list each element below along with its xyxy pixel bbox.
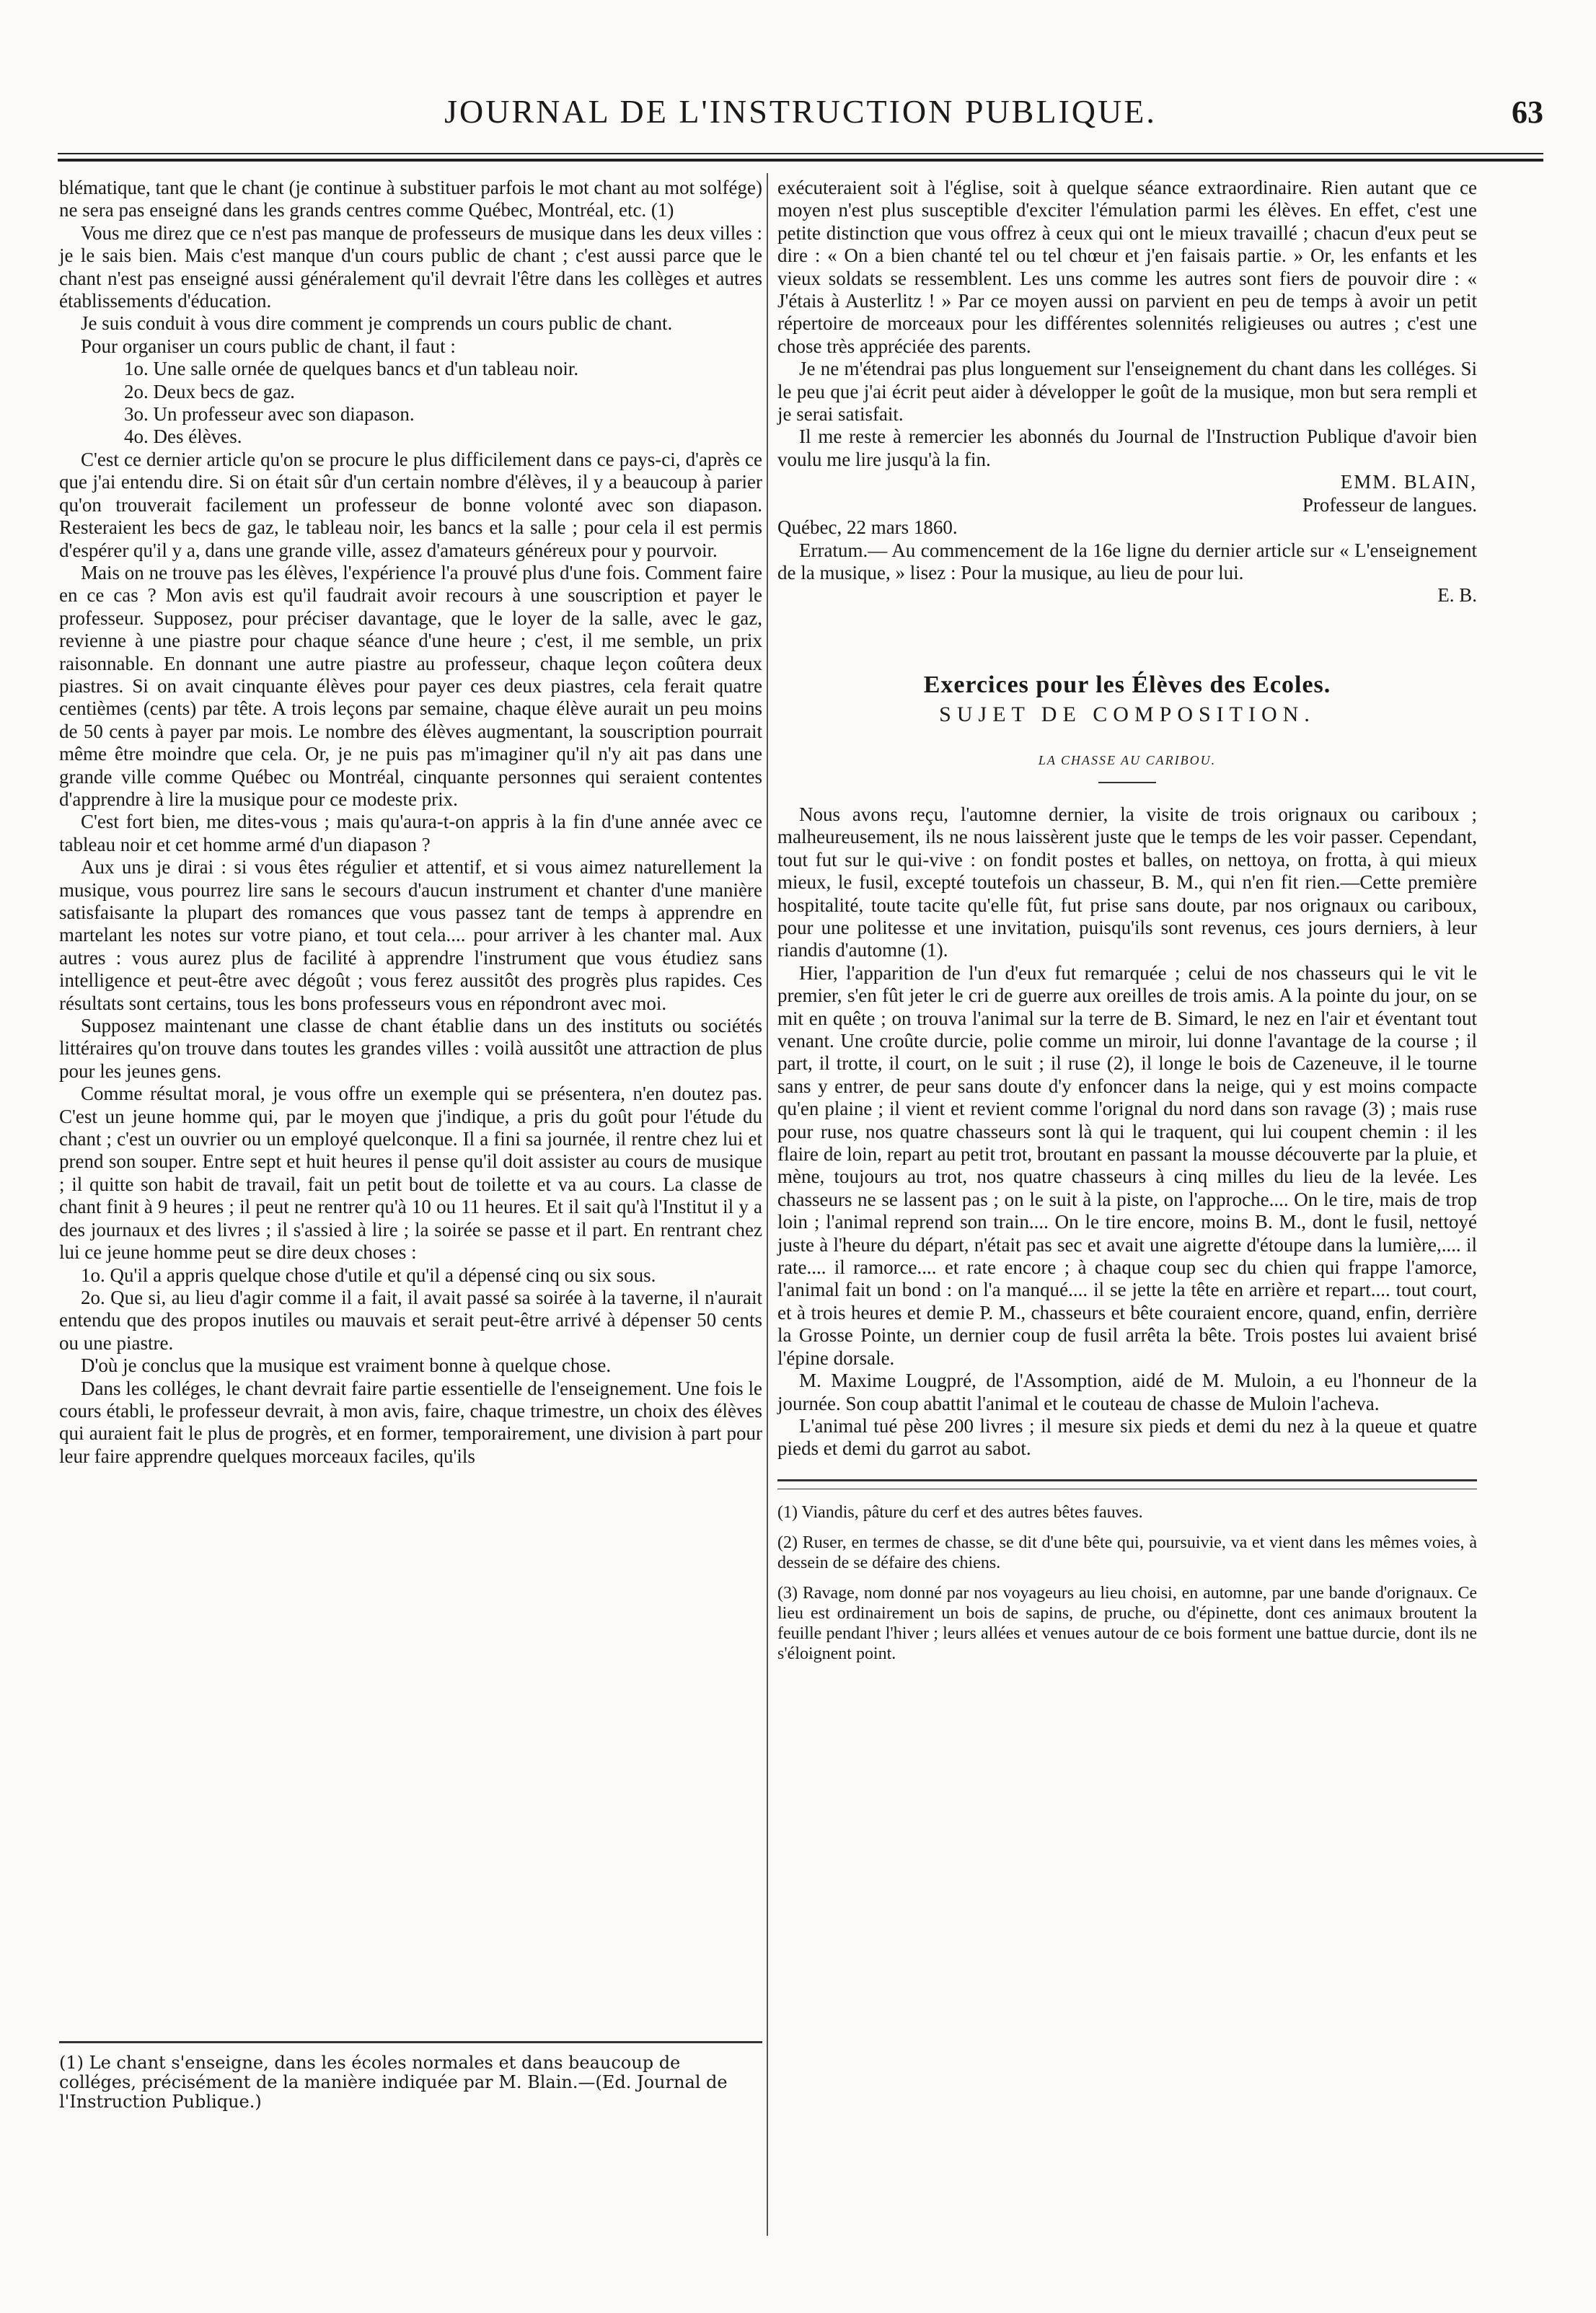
list-item: 4o. Des élèves. [124, 426, 242, 448]
paragraph: Nous avons reçu, l'automne dernier, la visite de trois orignaux ou cariboux ; malheureusement, ils ne nous laissèrent juste que le temps de les voir passer. Cependant, tout fut sur le qui-vive : on fondit postes et balles, on nettoya, on frotta, à qui mieux mieux, le fusil, excepté toutefois un chasseur, B. M., qui n'en fit rien.—Cette première hospitalité, toute tacite qu'elle fût, fut prise sans doute, par nos orignaux ou cariboux, pour une politesse et une invitation, puisqu'ils sont revenus, ces jours derniers, à leur riandis d'automne (1). [777, 803, 1477, 961]
page-number: 63 [1512, 94, 1543, 130]
paragraph: Aux uns je dirai : si vous êtes régulier et attentif, et si vous aimez naturellement la musique, vous pourrez lire sans le secours d'aucun instrument et chanter d'une manière satisfaisante la plupart des romances que vous passez tant de temps à apprendre en martelant les notes sur votre piano, et tout cela.... pour arriver à les chanter mal. Aux autres : vous aurez plus de facilité à apprendre l'instrument que vous étudiez sans intelligence et peut-être avec dégoût ; vous ferez aussitôt des progrès plus rapides. Ces résultats sont certains, tous les bons professeurs vous en répondront avec moi. [59, 856, 762, 1014]
header-rule-thick [58, 159, 1543, 162]
paragraph: Dans les colléges, le chant devrait faire partie essentielle de l'enseignement. Une fois le cours établi, le professeur devrait, à mon avis, faire, chaque trimestre, un choix des élèves qui auraient fait le plus de progrès, et en former, temporairement, une division à part pour leur faire apprendre quelques morceaux faciles, qu'ils [59, 1377, 762, 1467]
paragraph: Vous me direz que ce n'est pas manque de professeurs de musique dans les deux villes : je le sais bien. Mais c'est manque d'un cours public de chant ; c'est aussi parce que le chant n'est pas enseigné aussi généralement qu'il devrait l'être dans les collèges et autres établissements d'éducation. [59, 221, 762, 312]
paragraph: Pour organiser un cours public de chant, il faut : [81, 335, 456, 357]
footnote: (1) Le chant s'enseigne, dans les écoles normales et dans beaucoup de colléges, précisément de la manière indiquée par M. Blain.—(Ed. Journal de l'Instruction Publique.) [59, 2053, 728, 2112]
paragraph: Il me reste à remercier les abonnés du Journal de l'Instruction Publique d'avoir bien voulu me lire jusqu'à la fin. [777, 426, 1477, 470]
column-divider [767, 173, 768, 2236]
footnote: (3) Ravage, nom donné par nos voyageurs au lieu choisi, en automne, par une bande d'orignaux. Ce lieu est ordinairement un bois de sapins, de pruche, ou d'épinette, dont ces animaux broutent la feuille pendant l'hiver ; leurs allées et venues autour de ce bois forment une battue durcie, dont ils ne s'éloignent point. [777, 1583, 1477, 1663]
left-footnote-area [59, 2041, 762, 2112]
running-title: JOURNAL DE L'INSTRUCTION PUBLIQUE. [444, 93, 1157, 130]
section-subtitle: SUJET DE COMPOSITION. [939, 702, 1315, 727]
paragraph: Hier, l'apparition de l'un d'eux fut remarquée ; celui de nos chasseurs qui le vit le premier, s'en fût jeter le cri de guerre aux oreilles de trois amis. A la pointe du jour, on se mit en quête ; on trouva l'animal sur la terre de B. Simard, le nez en l'air et éventant tout venant. Une croûte durcie, polie comme un miroir, lui donne l'avantage de la course ; il part, il trotte, il court, on le suit ; il ruse (2), il longe le bois de Cazeneuve, il le tourne sans y entrer, de peur sans doute d'y enfoncer dans la neige, qui y est moins compacte qu'en plaine ; il vient et revient comme l'orignal du nord dans son ravage (3) ; mais ruse pour ruse, nos quatre chasseurs sont là qui le traquent, qui lui coupent chemin : il les flaire de loin, repart au petit trot, broutant en passant la mousse découverte par la pluie, et mène, toujours au trot, nos quatre chasseurs à cinq milles du lieu de la levée. Les chasseurs ne se lassent pas ; on le suit à la piste, on l'approche.... On le tire, mais de trop loin ; l'animal reprend son train.... On le tire encore, moins B. M., dont le fusil, nettoyé juste à l'heure du départ, n'était pas sec et avait une aigrette d'étoupe dans la lumière,.... il rate.... il ramorce.... et rate encore ; à chaque coup sec du chien qui frappe l'amorce, l'animal fait un bond : on l'a manqué.... il se jette la tête en arrière et repart.... tout court, et à trois heures et demie P. M., chasseurs et bête couraient encore, quand, enfin, derrière la Grosse Pointe, un dernier coup de fusil arrêta la bête. Trois postes lui avaient brisé l'épine dorsale. [777, 961, 1477, 1369]
footnote: (1) Viandis, pâture du cerf et des autres bêtes fauves. [777, 1502, 1143, 1522]
left-column [59, 177, 762, 1468]
list-item: 2o. Deux becs de gaz. [124, 380, 295, 402]
header-rule [58, 153, 1543, 154]
page-header [58, 92, 1543, 143]
paragraph: Mais on ne trouve pas les élèves, l'expérience l'a prouvé plus d'une fois. Comment faire en ce cas ? Mon avis est qu'il faudrait avoir recours à une souscription et payer le professeur. Supposez, pour préciser davantage, que le loyer de la salle, avec le gaz, revienne à une piastre pour chaque séance d'une heure ; c'est, il me semble, un prix raisonnable. En donnant une autre piastre au professeur, chaque leçon coûtera deux piastres. Si on avait cinquante élèves pour payer ces deux piastres, cela ferait quatre centièmes (cents) par tête. A trois leçons par semaine, chaque élève aurait un peu moins de 50 cents à payer par mois. Le nombre des élèves augmentant, la souscription pourrait même être moindre que cela. Or, je ne puis pas m'imaginer qu'il n'y ait pas dans une grande ville comme Québec ou Montréal, cinquante personnes qui seraient contentes d'apprendre à lire la musique pour ce modeste prix. [59, 561, 762, 810]
footnote-rule [59, 2041, 762, 2043]
list-item: 3o. Un professeur avec son diapason. [124, 403, 415, 426]
paragraph: Je ne m'étendrai pas plus longuement sur l'enseignement du chant dans les colléges. Si le peu que j'ai écrit peut aider à développer le goût de la musique, mon but sera rempli et je serai satisfait. [777, 358, 1477, 426]
erratum-initials: E. B. [1437, 584, 1477, 607]
section-rule [1098, 782, 1156, 783]
paragraph: blématique, tant que le chant (je continue à substituer parfois le mot chant au mot solfége) ne sera pas enseigné dans les grands centres comme Québec, Montréal, etc. (1) [59, 177, 762, 221]
paragraph: Supposez maintenant une classe de chant établie dans un des instituts ou sociétés littéraires qu'on trouve dans toutes les grandes villes : voilà aussitôt une attraction de plus pour les jeunes gens. [59, 1015, 762, 1082]
paragraph: L'animal tué pèse 200 livres ; il mesure six pieds et demi du nez à la queue et quatre pieds et demi du garrot au sabot. [777, 1414, 1477, 1460]
footnote-rule [777, 1479, 1477, 1481]
erratum: Erratum.— Au commencement de la 16e ligne du dernier article sur « L'enseignement de la musique, » lisez : Pour la musique, au lieu de pour lui. [777, 539, 1477, 583]
paragraph: C'est fort bien, me dites-vous ; mais qu'aura-t-on appris à la fin d'une année avec ce tableau noir et cet homme armé d'un diapason ? [59, 811, 762, 855]
story-body [777, 803, 1477, 1461]
list-item: 1o. Une salle ornée de quelques bancs et d'un tableau noir. [124, 358, 579, 380]
paragraph: C'est ce dernier article qu'on se procure le plus difficilement dans ce pays-ci, d'après ce que j'ai entendu dire. Si on était sûr d'un certain nombre d'élèves, il y a beaucoup à parier qu'on trouverait facilement un professeur de bonne volonté avec son diapason. Resteraient les becs de gaz, le tableau noir, les bancs et la salle ; pour cela il est permis d'espérer qu'il y a, dans une grande ville, assez d'amateurs généreux pour y pourvoir. [59, 448, 762, 561]
signature-name: EMM. BLAIN, [1340, 471, 1477, 493]
footnote: (2) Ruser, en termes de chasse, se dit d'une bête qui, poursuivie, va et vient dans les mêmes voies, à dessein de se défaire des chiens. [777, 1533, 1477, 1572]
date-line: Québec, 22 mars 1860. [777, 516, 958, 539]
footnotes [777, 1502, 1477, 1664]
section-title: Exercices pour les Élèves des Ecoles. [923, 671, 1331, 698]
right-column [777, 177, 1477, 1674]
section-topic: LA CHASSE AU CARIBOU. [1038, 752, 1217, 767]
paragraph: Je suis conduit à vous dire comment je comprends un cours public de chant. [81, 312, 673, 335]
paragraph: 1o. Qu'il a appris quelque chose d'utile et qu'il a dépensé cinq ou six sous. [81, 1264, 656, 1286]
paragraph: Comme résultat moral, je vous offre un exemple qui se présentera, n'en doutez pas. C'est un jeune homme qui, par le moyen que j'indique, a pris du goût pour l'étude du chant ; c'est un ouvrier ou un employé quelconque. Il a fini sa journée, il rentre chez lui et prend son souper. Entre sept et huit heures il pense qu'il doit assister au cours de musique ; il quitte son habit de travail, fait un petit bout de toilette et va au cours. La classe de chant finit à 9 heures ; il peut ne rentrer qu'à 10 ou 11 heures. Et il sait qu'à l'Institut il y a des journaux et des livres ; il s'assied à lire ; la soirée se passe et il part. En rentrant chez lui ce jeune homme peut se dire deux choses : [59, 1083, 762, 1264]
paragraph: M. Maxime Lougpré, de l'Assomption, aidé de M. Muloin, a eu l'honneur de la journée. Son coup abattit l'animal et le couteau de chasse de Muloin l'acheva. [777, 1370, 1477, 1414]
signature-title: Professeur de langues. [1302, 493, 1477, 516]
paragraph: exécuteraient soit à l'église, soit à quelque séance extraordinaire. Rien autant que ce moyen n'est plus susceptible d'exciter l'émulation parmi les élèves. En effet, c'est une petite distinction que vous offrez à ceux qui ont le mieux travaillé ; chacun d'eux peut se dire : « On a bien chanté tel ou tel chœur et j'en faisais partie. » Or, les enfants et les vieux soldats se ressemblent. Les uns comme les autres sont fiers de pouvoir dire : « J'étais à Austerlitz ! » Par ce moyen aussi on parvient en peu de temps à avoir un petit répertoire de morceaux pour les différentes solennités religieuses ou autres ; c'est une chose très appréciée des parents. [777, 177, 1477, 357]
paragraph: 2o. Que si, au lieu d'agir comme il a fait, il avait passé sa soirée à la taverne, il n'aurait entendu que des propos inutiles ou mauvais et serait peut-être arrivé à dépenser 50 cents ou une piastre. [59, 1286, 762, 1354]
paragraph: D'où je conclus que la musique est vraiment bonne à quelque chose. [81, 1354, 612, 1377]
